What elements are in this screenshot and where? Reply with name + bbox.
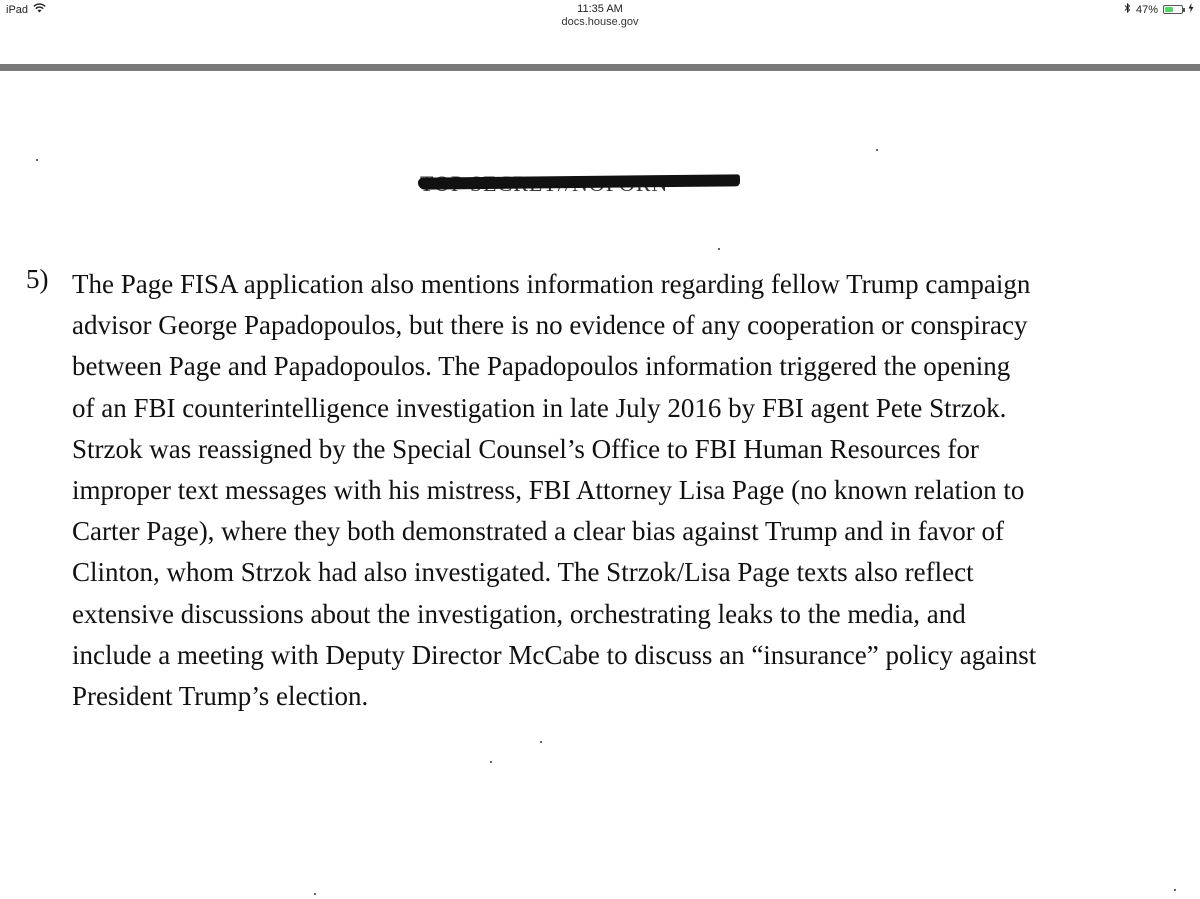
address-url[interactable]: docs.house.gov (561, 16, 639, 28)
status-right (1124, 3, 1194, 16)
status-bar (0, 0, 1200, 36)
paragraph-line: of an FBI counterintelligence investigation in late July 2016 by FBI agent Pete Strzok. (72, 392, 1007, 423)
scan-speck (718, 248, 720, 250)
scan-speck (540, 741, 542, 743)
device-name: iPad (6, 3, 29, 16)
paragraph-line: advisor George Papadopoulos, but there is no evidence of any cooperation or conspiracy (72, 310, 1028, 341)
paragraph-number: 5) (26, 264, 49, 294)
scan-speck (36, 159, 38, 161)
paragraph-line: Carter Page), where they both demonstrated a clear bias against Trump and in favor of (72, 516, 1004, 547)
scan-speck (876, 149, 878, 151)
scan-speck (314, 893, 316, 895)
paragraph-line: Clinton, whom Strzok had also investigated. The Strzok/Lisa Page texts also reflect (72, 557, 974, 588)
battery-tip (1183, 8, 1185, 12)
page-divider (0, 64, 1200, 71)
status-center (0, 3, 1200, 29)
paragraph-line: President Trump’s election. (72, 681, 369, 712)
paragraph-body (72, 264, 1182, 717)
battery-percent: 47% (1135, 3, 1158, 16)
paragraph-line: between Page and Papadopoulos. The Papadopoulos information triggered the opening (72, 351, 1011, 382)
scan-speck (1174, 889, 1176, 891)
battery-level-fill (1165, 7, 1173, 12)
paragraph-line: include a meeting with Deputy Director McCabe to discuss an “insurance” policy against (72, 639, 1037, 670)
charging-bolt-icon (1188, 3, 1194, 16)
battery-icon (1163, 5, 1183, 14)
paragraph-line: improper text messages with his mistress, FBI Attorney Lisa Page (no known relation to (72, 475, 1025, 506)
document-page[interactable] (0, 71, 1200, 899)
scan-speck (490, 761, 492, 763)
bluetooth-icon (1124, 3, 1131, 16)
paragraph-line: extensive discussions about the investigation, orchestrating leaks to the media, and (72, 598, 966, 629)
clock: 11:35 AM (577, 3, 623, 15)
paragraph-line: Strzok was reassigned by the Special Counsel’s Office to FBI Human Resources for (72, 433, 979, 464)
paragraph-line: The Page FISA application also mentions information regarding fellow Trump campaign (72, 269, 1031, 299)
